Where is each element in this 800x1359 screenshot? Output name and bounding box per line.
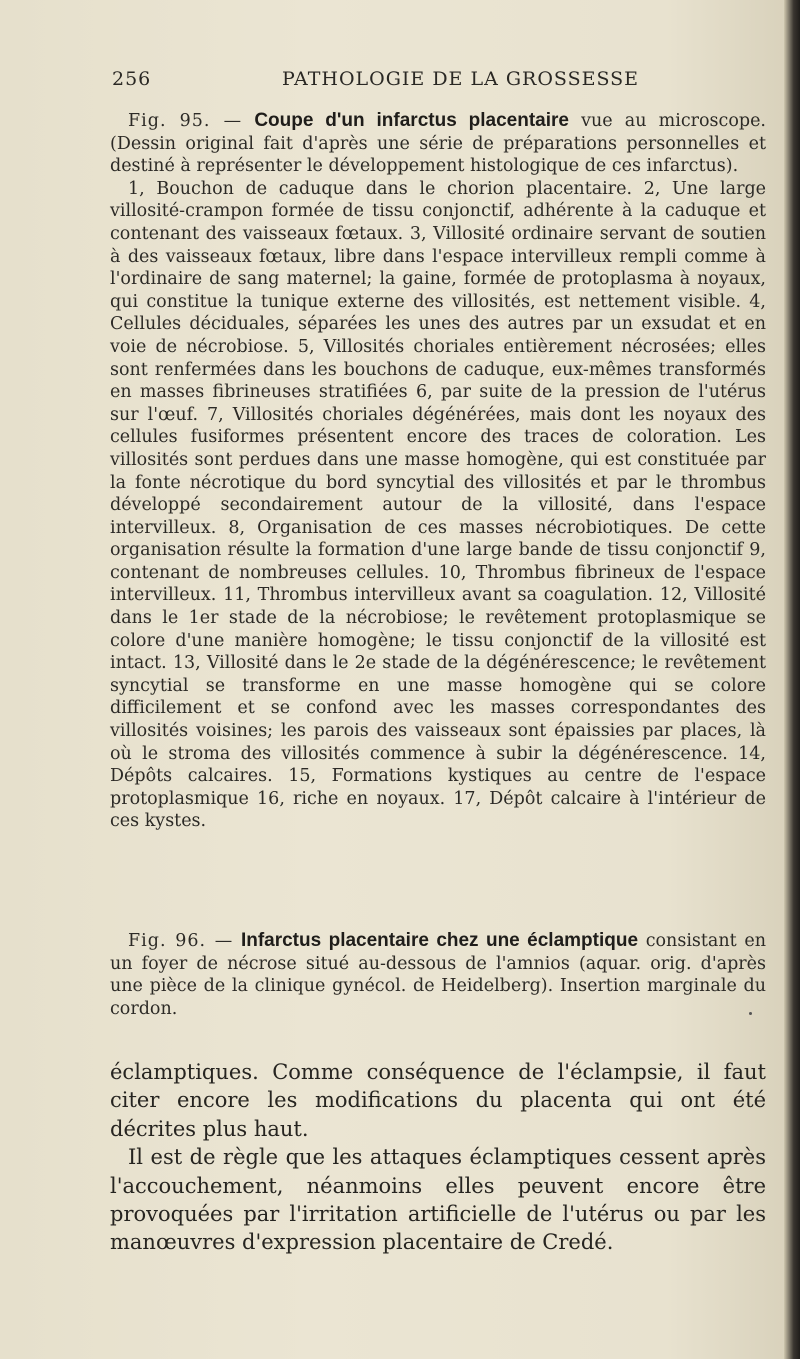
- figure-95-label: Fig. 95. —: [128, 111, 243, 131]
- body-paragraph-1: éclamptiques. Comme conséquence de l'éclampsie, il faut citer encore les modifications du placenta qui ont été décrites plus haut.: [110, 1060, 766, 1141]
- body-paragraph-2: Il est de règle que les attaques éclamptiques cessent après l'accouchement, néanmoins elles peuvent encore être provoquées par l'irritation artificielle de l'utérus ou par les manœuvres d'expression placentaire de Credé.: [110, 1145, 766, 1255]
- page-number: 256: [112, 68, 152, 90]
- figure-96-heading: [110, 930, 766, 1020]
- figure-96-title: Infarctus placentaire chez une éclamptique: [240, 930, 639, 951]
- figure-95-heading: [110, 110, 766, 178]
- running-title: PATHOLOGIE DE LA GROSSESSE: [282, 68, 640, 90]
- figure-95-title: Coupe d'un infarctus placentaire: [254, 110, 569, 131]
- body-text: [110, 1058, 766, 1257]
- figure-96-label: Fig. 96. —: [128, 931, 234, 951]
- figure-95-intro: vue au microscope. (Dessin original fait d'après une série de préparations personnelles et destiné à représenter le développement histologique de ces infarctus).: [110, 111, 766, 177]
- page-binding-edge: [784, 0, 800, 1359]
- ink-speck: [749, 1012, 752, 1015]
- figure-95-legend: 1, Bouchon de caduque dans le chorion placentaire. 2, Une large villosité-crampon formée de tissu conjonctif, adhérente à la caduque et contenant des vaisseaux fœtaux. 3, Villosité ordinaire servant de soutien à des vaisseaux fœtaux, libre dans l'espace intervilleux rempli comme à l'ordinaire de sang maternel; la gaine, formée de protoplasma à noyaux, qui constitue la tunique externe des villosités, est nettement visible. 4, Cellules déciduales, séparées les unes des autres par un exsudat et en voie de nécrobiose. 5, Villosités choriales entièrement nécrosées; elles sont renfermées dans les bouchons de caduque, eux-mêmes transformés en masses fibrineuses stratifiées 6, par suite de la pression de l'utérus sur l'œuf. 7, Villosités choriales dégénérées, mais dont les noyaux des cellules fusiformes présentent encore des traces de coloration. Les villosités sont perdues dans une masse homogène, qui est constituée par la fonte nécrotique du bord syncytial des villosités et par le thrombus développé secondairement autour de la villosité, dans l'espace intervilleux. 8, Organisation de ces masses nécrobiotiques. De cette organisation résulte la formation d'une large bande de tissu conjonctif 9, contenant de nombreuses cellules. 10, Thrombus fibrineux de l'espace intervilleux. 11, Thrombus intervilleux avant sa coagulation. 12, Villosité dans le 1er stade de la nécrobiose; le revêtement protoplasmique se colore d'une manière homogène; le tissu conjonctif de la villosité est intact. 13, Villosité dans le 2e stade de la dégénérescence; le revêtement syncytial se transforme en une masse homogène qui se colore difficilement et se confond avec les masses correspondantes des villosités voisines; les parois des vaisseaux sont épaissies par places, là où le stroma des villosités commence à subir la dégénérescence. 14, Dépôts calcaires. 15, Formations kystiques au centre de l'espace protoplasmique 16, riche en noyaux. 17, Dépôt calcaire à l'intérieur de ces kystes.: [110, 178, 766, 832]
- page-header: [112, 68, 764, 98]
- figure-96-text: consistant en un foyer de nécrose situé au-dessous de l'amnios (aquar. orig. d'après une pièce de la clinique gynécol. de Heidelberg). Insertion marginale du cordon.: [110, 931, 766, 1019]
- figure-96-caption: [110, 930, 766, 1020]
- figure-95-caption: [110, 110, 766, 833]
